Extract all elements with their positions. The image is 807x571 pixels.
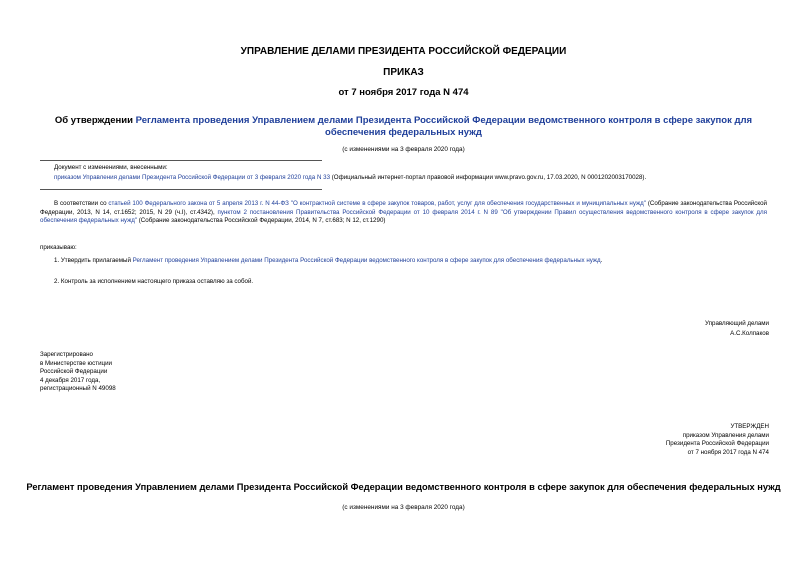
reglament-title: Регламент проведения Управлением делами Президента Российской Федерации ведомственного контроля в сфере закупок для обеспечения федеральных нужд (26, 482, 781, 492)
document-title (40, 115, 767, 139)
changes-line (54, 174, 784, 183)
preamble-paragraph (40, 200, 767, 226)
reglament-amended-note: (с изменениями на 3 февраля 2020 года) (342, 504, 465, 511)
changes-rest: (Официальный интернет-портал правовой информации www.pravo.gov.ru, 17.03.2020, N 0001202003170028). (330, 174, 647, 181)
registration-line: 4 декабря 2017 года, (40, 376, 101, 384)
registration-block (40, 351, 116, 394)
doc-date-number: от 7 ноября 2017 года N 474 (338, 87, 469, 98)
order-word: приказываю: (40, 244, 77, 251)
preamble-law-link[interactable]: статьей 100 Федерального закона от 5 апреля 2013 г. N 44-ФЗ "О контрактной системе в сфере закупок товаров, работ, услуг для обеспечения государственных и муниципальных нужд" (108, 200, 646, 207)
approval-line: от 7 ноября 2017 года N 474 (687, 448, 769, 456)
signature-name: А.С.Колпаков (730, 330, 769, 337)
preamble-text-2: (Собрание законодательства Российской Федерации, 2013, N 14, ст.1652; 2015, N 29 (ч.I), ст.4342), (40, 200, 767, 216)
order-item-2: 2. Контроль за исполнением настоящего приказа оставляю за собой. (54, 278, 254, 285)
registration-line: регистрационный N 49098 (40, 385, 116, 393)
changes-label: Документ с изменениями, внесенными: (54, 164, 168, 171)
changes-bottom-rule (40, 189, 322, 190)
title-link[interactable]: Регламента проведения Управлением делами Президента Российской Федерации ведомственного контроля в сфере закупок для обеспечения федеральных нужд (135, 115, 753, 138)
item-1-prefix: 1. Утвердить прилагаемый (54, 257, 133, 264)
approval-block (666, 423, 769, 457)
item-1-link[interactable]: Регламент проведения Управлением делами Президента Российской Федерации ведомственного контроля в сфере закупок для обеспечения федеральных нужд (132, 257, 601, 264)
changes-top-rule (40, 160, 322, 161)
changes-link[interactable]: приказом Управления делами Президента Российской Федерации от 3 февраля 2020 года N 33 (54, 174, 331, 181)
agency-heading: УПРАВЛЕНИЕ ДЕЛАМИ ПРЕЗИДЕНТА РОССИЙСКОЙ ФЕДЕРАЦИИ (240, 46, 567, 57)
doc-type-heading: ПРИКАЗ (383, 67, 424, 78)
registration-line: Российской Федерации (40, 368, 108, 376)
preamble-text-3: (Собрание законодательства Российской Федерации, 2014, N 7, ст.683; N 12, ст.1290) (137, 217, 386, 225)
item-1-suffix: . (600, 257, 603, 264)
preamble-resolution-link[interactable]: пунктом 2 постановления Правительства Российской Федерации от 10 февраля 2014 г. N 89 "Об утверждении Правил осуществления ведомственного контроля в сфере закупок для обеспечения федеральных нужд" (40, 208, 767, 225)
preamble-text-1: В соответствии со (54, 200, 109, 207)
amended-note: (с изменениями на 3 февраля 2020 года) (342, 146, 465, 153)
approval-line: Президента Российской Федерации (665, 440, 769, 448)
registration-line: Зарегистрировано (40, 351, 93, 358)
registration-line: в Министерстве юстиции (40, 359, 113, 367)
title-prefix: Об утверждении (54, 115, 136, 126)
order-item-1 (54, 257, 774, 266)
approval-line: приказом Управления делами (682, 431, 769, 439)
signature-position: Управляющий делами (705, 320, 769, 327)
approval-line: УТВЕРЖДЕН (730, 423, 769, 430)
